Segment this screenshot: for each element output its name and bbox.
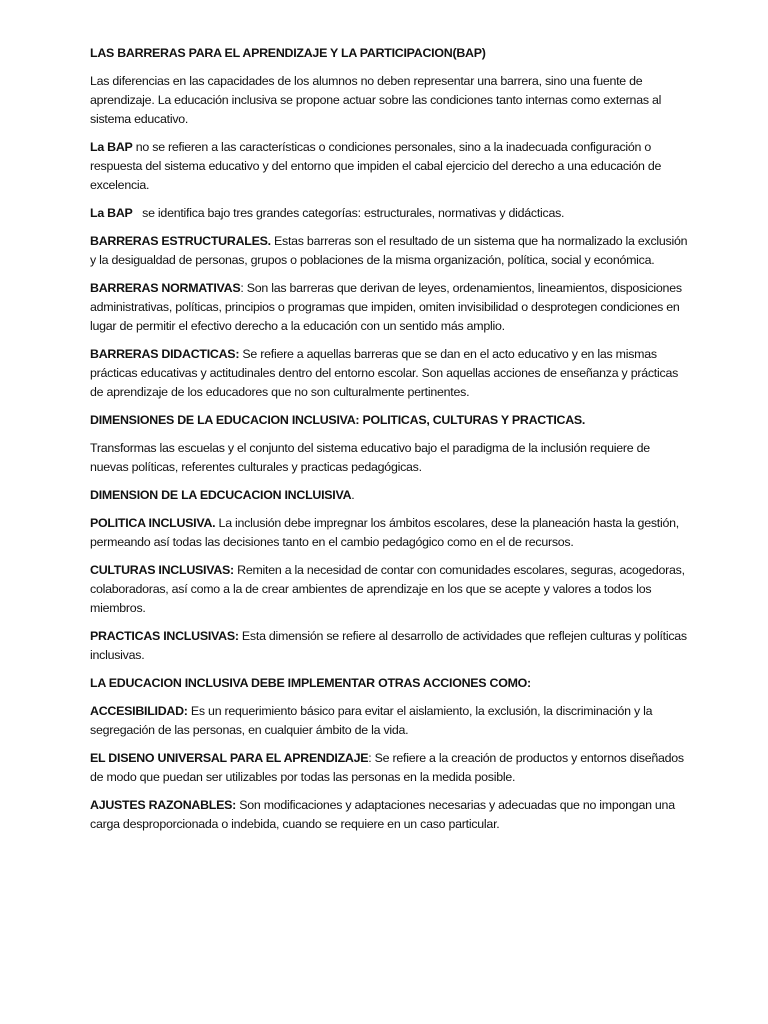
- ajustes-razonables-term: AJUSTES RAZONABLES:: [90, 798, 237, 812]
- accesibilidad-text: Es un requerimiento básico para evitar el aislamiento, la exclusión, la discriminación y la segregación de las personas, en cualquier ámbito de la vida.: [90, 704, 653, 737]
- barreras-normativas-paragraph: [90, 279, 688, 336]
- accesibilidad-term: ACCESIBILIDAD:: [90, 704, 188, 718]
- barreras-normativas-text: : Son las barreras que derivan de leyes, ordenamientos, lineamientos, disposiciones administrativas, políticas, principios o programas que impiden, omiten invisibilidad o desprotegen condiciones en lugar de permitir el efectivo derecho a la educación con un sentido más amplio.: [90, 281, 682, 333]
- diseno-universal-term: EL DISENO UNIVERSAL PARA EL APRENDIZAJE: [90, 751, 369, 765]
- barreras-estructurales-paragraph: [90, 232, 688, 270]
- accesibilidad-paragraph: [90, 702, 688, 740]
- intro-paragraph: Las diferencias en las capacidades de los alumnos no deben representar una barrera, sino una fuente de aprendizaje. La educación inclusiva se propone actuar sobre las condiciones tanto internas como externas al sistema educativo.: [90, 74, 662, 126]
- dimension-heading-paragraph: [90, 486, 688, 505]
- dimension-heading-text: .: [351, 488, 355, 502]
- bap-categories-text: se identifica bajo tres grandes categorías: estructurales, normativas y didácticas.: [132, 206, 565, 220]
- bap-definition-text: no se refieren a las características o condiciones personales, sino a la inadecuada configuración o respuesta del sistema educativo y del entorno que impiden el cabal ejercicio del derecho a una educación de excelencia.: [90, 140, 665, 192]
- culturas-inclusivas-text: Remiten a la necesidad de contar con comunidades escolares, seguras, acogedoras, colaboradoras, así como a la de crear ambientes de aprendizaje en los que se acepte y valores a todos los miembros.: [90, 563, 685, 615]
- bap-categories-paragraph: [90, 204, 688, 223]
- diseno-universal-text: : Se refiere a la creación de productos y entornos diseñados de modo que puedan ser utilizables por todas las personas en la medida posible.: [90, 751, 684, 784]
- bap-categories-term: La BAP: [90, 206, 133, 220]
- barreras-didacticas-paragraph: [90, 345, 688, 402]
- bap-definition-paragraph: [90, 138, 688, 195]
- politica-inclusiva-term: POLITICA INCLUSIVA.: [90, 516, 216, 530]
- bap-definition-term: La BAP: [90, 140, 133, 154]
- transformas-paragraph: Transformas las escuelas y el conjunto del sistema educativo bajo el paradigma de la inclusión requiere de nuevas políticas, referentes culturales y practicas pedagógicas.: [90, 441, 650, 474]
- dimension-heading-term: DIMENSION DE LA EDCUCACION INCLUISIVA: [90, 488, 352, 502]
- practicas-inclusivas-paragraph: [90, 627, 688, 665]
- politica-inclusiva-paragraph: [90, 514, 688, 552]
- diseno-universal-paragraph: [90, 749, 688, 787]
- barreras-estructurales-term: BARRERAS ESTRUCTURALES.: [90, 234, 271, 248]
- culturas-inclusivas-paragraph: [90, 561, 688, 618]
- barreras-didacticas-text: Se refiere a aquellas barreras que se dan en el acto educativo y en las mismas prácticas educativas y actitudinales dentro del entorno escolar. Son aquellas acciones de enseñanza y prácticas de aprendizaje de los educadores que no son culturalmente pertinentes.: [90, 347, 679, 399]
- acciones-heading: LA EDUCACION INCLUSIVA DEBE IMPLEMENTAR OTRAS ACCIONES COMO:: [90, 676, 531, 690]
- barreras-didacticas-term: BARRERAS DIDACTICAS:: [90, 347, 240, 361]
- culturas-inclusivas-term: CULTURAS INCLUSIVAS:: [90, 563, 234, 577]
- ajustes-razonables-paragraph: [90, 796, 688, 834]
- barreras-estructurales-text: Estas barreras son el resultado de un sistema que ha normalizado la exclusión y la desigualdad de personas, grupos o poblaciones de la misma organización, política, social y económica.: [90, 234, 688, 267]
- politica-inclusiva-text: La inclusión debe impregnar los ámbitos escolares, dese la planeación hasta la gestión, permeando así todas las decisiones tanto en el cambio pedagógico como en el de recursos.: [90, 516, 679, 549]
- document-title: LAS BARRERAS PARA EL APRENDIZAJE Y LA PARTICIPACION(BAP): [90, 46, 486, 60]
- dimensiones-heading: DIMENSIONES DE LA EDUCACION INCLUSIVA: POLITICAS, CULTURAS Y PRACTICAS.: [90, 413, 586, 427]
- practicas-inclusivas-text: Esta dimensión se refiere al desarrollo de actividades que reflejen culturas y políticas inclusivas.: [90, 629, 687, 662]
- practicas-inclusivas-term: PRACTICAS INCLUSIVAS:: [90, 629, 239, 643]
- ajustes-razonables-text: Son modificaciones y adaptaciones necesarias y adecuadas que no impongan una carga desproporcionada o indebida, cuando se requiere en un caso particular.: [90, 798, 675, 831]
- document-page: [90, 44, 688, 843]
- barreras-normativas-term: BARRERAS NORMATIVAS: [90, 281, 241, 295]
